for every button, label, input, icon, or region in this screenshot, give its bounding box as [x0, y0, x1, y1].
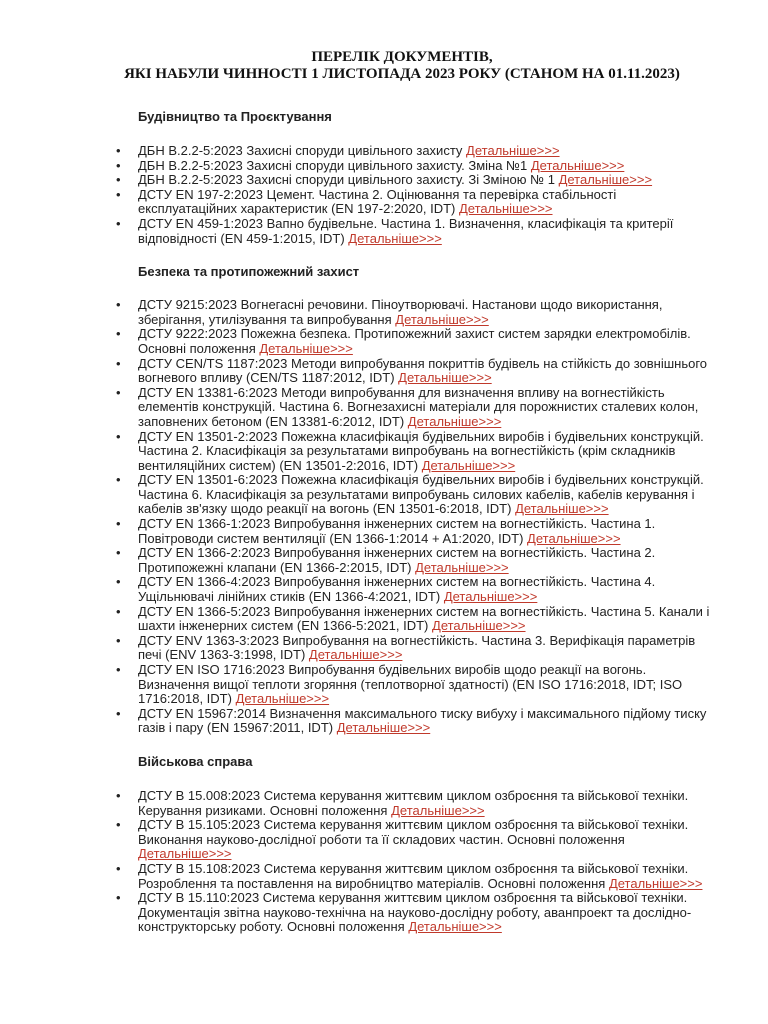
list-item: [138, 818, 718, 862]
list-item: [138, 159, 718, 174]
document-text: ДСТУ В 15.108:2023 Система керування життєвим циклом озброєння та військової техніки. Розроблення та поставлення на виробництво матеріалів. Основні положення: [138, 860, 689, 891]
details-link[interactable]: Детальніше>>>: [259, 340, 353, 356]
document-text: ДСТУ В 15.110:2023 Система керування життєвим циклом озброєння та військової техніки. Документація звітна науково-технічна на науково-дослідну роботу, аванпроект та дослідно-конструкторську роботу. Основні положення: [138, 890, 692, 935]
document-text: ДСТУ EN 197-2:2023 Цемент. Частина 2. Оцінювання та перевірка стабільності експлуатаційних характеристик (EN 197-2:2020, IDT): [138, 186, 617, 217]
details-link[interactable]: Детальніше>>>: [138, 846, 232, 862]
document-text: ДБН В.2.2-5:2023 Захисні споруди цивільного захисту. Зі Зміною № 1: [138, 172, 555, 188]
document-text: ДСТУ EN 1366-5:2023 Випробування інженерних систем на вогнестійкість. Частина 5. Канали і шахти інженерних систем (EN 1366-5:2021, IDT): [138, 603, 710, 634]
details-link[interactable]: Детальніше>>>: [235, 691, 330, 707]
list-item: [138, 575, 718, 604]
details-link[interactable]: Детальніше>>>: [395, 311, 489, 327]
list-item: [138, 327, 718, 356]
list-item: [138, 862, 718, 891]
title-line-1: ПЕРЕЛІК ДОКУМЕНТІВ,: [311, 49, 493, 65]
section-construction: [0, 109, 768, 246]
document-list: [0, 144, 768, 246]
document-text: ДСТУ ENV 1363-3:2023 Випробування на вогнестійкість. Частина 3. Верифікація параметрів печі (ENV 1363-3:1998, IDT): [138, 632, 696, 663]
details-link[interactable]: Детальніше>>>: [348, 230, 442, 246]
details-link[interactable]: Детальніше>>>: [398, 370, 492, 386]
details-link[interactable]: Детальніше>>>: [407, 413, 502, 429]
document-text: ДСТУ CEN/TS 1187:2023 Методи випробування покриттів будівель на стійкість до зовнішнього вогневого впливу (CEN/TS 1187:2012, IDT): [138, 355, 708, 386]
details-link[interactable]: Детальніше>>>: [432, 618, 526, 634]
document-text: ДБН В.2.2-5:2023 Захисні споруди цивільного захисту: [138, 143, 463, 158]
list-item: [138, 605, 718, 634]
list-item: [138, 517, 718, 546]
details-link[interactable]: Детальніше>>>: [527, 530, 621, 546]
list-item: [138, 473, 718, 517]
details-link[interactable]: Детальніше>>>: [391, 802, 485, 818]
section-heading: Безпека та протипожежний захист: [138, 264, 360, 280]
details-link[interactable]: Детальніше>>>: [336, 720, 431, 736]
document-text: ДСТУ EN 13381-6:2023 Методи випробування для визначення впливу на вогнестійкість елементів конструкцій. Частина 6. Вогнезахисні матеріали для порожнистих сталевих колон, заповнених бетоном (EN 13381-6:2012, IDT): [138, 384, 699, 429]
document-text: ДСТУ EN 13501-2:2023 Пожежна класифікація будівельних виробів і будівельних конструкцій. Частина 2. Класифікація за результатами випробувань на вогнестійкість (крім складників вентиляційних систем) (EN 13501-2:2016, IDT): [138, 428, 704, 473]
document-list: [0, 298, 768, 736]
details-link[interactable]: Детальніше>>>: [466, 143, 560, 158]
document-text: ДСТУ 9215:2023 Вогнегасні речовини. Піноутворювачі. Настанови щодо використання, зберігання, утилізування та випробування: [138, 297, 663, 327]
list-item: [138, 634, 718, 663]
section-heading: Військова справа: [138, 753, 253, 769]
details-link[interactable]: Детальніше>>>: [530, 157, 625, 173]
details-link[interactable]: Детальніше>>>: [608, 875, 703, 891]
details-link[interactable]: Детальніше>>>: [558, 172, 653, 188]
list-item: [138, 188, 718, 217]
list-item: [138, 386, 718, 430]
document-text: ДСТУ EN 1366-1:2023 Випробування інженерних систем на вогнестійкість. Частина 1. Повітроводи систем вентиляції (EN 1366-1:2014 + A1:2020, IDT): [138, 516, 656, 546]
details-link[interactable]: Детальніше>>>: [515, 501, 609, 517]
document-text: ДБН В.2.2-5:2023 Захисні споруди цивільного захисту. Зміна №1: [138, 157, 528, 173]
section-military: [0, 754, 768, 935]
document-list: [0, 789, 768, 935]
list-item: [138, 217, 718, 246]
details-link[interactable]: Детальніше>>>: [421, 457, 516, 473]
list-item: [138, 789, 718, 818]
list-item: [138, 663, 718, 707]
list-item: [138, 173, 718, 188]
details-link[interactable]: Детальніше>>>: [443, 589, 538, 605]
document-title: [0, 49, 768, 83]
document-text: ДСТУ EN 1366-4:2023 Випробування інженерних систем на вогнестійкість. Частина 4. Ущільнювачі лінійних стиків (EN 1366-4:2021, IDT): [138, 574, 656, 605]
details-link[interactable]: Детальніше>>>: [408, 919, 502, 935]
list-item: [138, 357, 718, 386]
list-item: [138, 707, 718, 736]
title-line-2: ЯКІ НАБУЛИ ЧИННОСТІ 1 ЛИСТОПАДА 2023 РОКУ (СТАНОМ НА 01.11.2023): [124, 66, 680, 82]
document-text: ДСТУ EN 1366-2:2023 Випробування інженерних систем на вогнестійкість. Частина 2. Протипожежні клапани (EN 1366-2:2015, IDT): [138, 545, 656, 575]
section-fire-safety: [0, 264, 768, 736]
details-link[interactable]: Детальніше>>>: [459, 201, 553, 217]
list-item: [138, 430, 718, 474]
list-item: [138, 144, 718, 159]
list-item: [138, 891, 718, 935]
details-link[interactable]: Детальніше>>>: [308, 647, 403, 663]
document-text: ДСТУ EN ISO 1716:2023 Випробування будівельних виробів щодо реакції на вогонь. Визначення вищої теплоти згоряння (теплотворної здатності) (EN ISO 1716:2018, IDT; ISO 1716:2018, IDT): [138, 662, 683, 707]
document-content: [0, 109, 768, 945]
list-item: [138, 298, 718, 327]
document-text: ДСТУ В 15.105:2023 Система керування життєвим циклом озброєння та військової техніки. Виконання науково-дослідної роботи та її складових частин. Основні положення: [138, 817, 689, 847]
document-text: ДСТУ EN 459-1:2023 Вапно будівельне. Частина 1. Визначення, класифікація та критерії відповідності (EN 459-1:2015, IDT): [138, 215, 674, 246]
document-text: ДСТУ EN 15967:2014 Визначення максимального тиску вибуху і максимального підйому тиску газів і пару (EN 15967:2011, IDT): [138, 705, 707, 736]
details-link[interactable]: Детальніше>>>: [415, 559, 509, 575]
document-text: ДСТУ EN 13501-6:2023 Пожежна класифікація будівельних виробів і будівельних конструкцій. Частина 6. Класифікація за результатами випробувань силових кабелів, кабелів керування і кабелів зв'язку щодо реакції на вогонь (EN 13501-6:2018, IDT): [138, 472, 704, 517]
section-heading: Будівництво та Проєктування: [138, 109, 332, 124]
document-text: ДСТУ 9222:2023 Пожежна безпека. Протипожежний захист систем зарядки електромобілів. Основні положення: [138, 326, 691, 356]
document-text: ДСТУ В 15.008:2023 Система керування життєвим циклом озброєння та військової техніки. Керування ризиками. Основні положення: [138, 787, 689, 818]
list-item: [138, 546, 718, 575]
